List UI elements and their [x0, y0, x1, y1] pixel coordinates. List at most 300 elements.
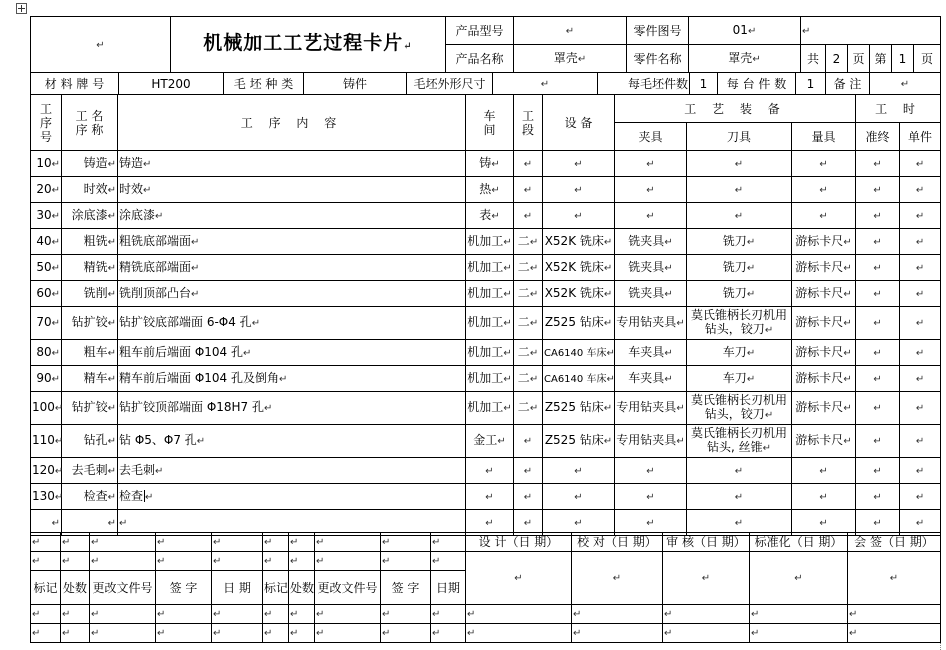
section-cell[interactable]	[514, 340, 543, 366]
paragraph-mark: ↵	[746, 236, 756, 248]
gauge-cell[interactable]	[792, 203, 856, 229]
unit-cell[interactable]	[900, 255, 941, 281]
prep-cell[interactable]	[856, 340, 900, 366]
fixture-cell[interactable]	[615, 484, 687, 510]
op-content-cell[interactable]	[118, 340, 466, 366]
op-name-cell[interactable]	[62, 484, 118, 510]
gauge-cell[interactable]	[792, 425, 856, 458]
paragraph-mark: ↵	[764, 325, 774, 336]
logo-cell[interactable]: ↵	[31, 17, 171, 73]
paragraph-mark: ↵	[155, 210, 164, 222]
blank-size-label: 毛坯外形尺寸	[407, 73, 493, 95]
op-content-cell[interactable]	[118, 425, 466, 458]
cutter-cell[interactable]	[687, 255, 792, 281]
op-no-cell[interactable]	[31, 366, 62, 392]
prep-cell[interactable]	[856, 281, 900, 307]
header-blank-field[interactable]: ↵	[801, 17, 941, 45]
equipment-cell[interactable]	[543, 340, 615, 366]
gauge-cell[interactable]	[792, 392, 856, 425]
paragraph-mark: ↵	[242, 347, 252, 359]
unit-cell[interactable]	[900, 203, 941, 229]
prep-cell[interactable]	[856, 307, 900, 340]
change-cell[interactable]: ↵	[90, 624, 156, 643]
fixture-cell[interactable]	[615, 307, 687, 340]
op-name-cell[interactable]	[62, 229, 118, 255]
paragraph-mark: ↵	[107, 491, 116, 503]
gauge-text: 游标卡尺	[795, 344, 844, 359]
paragraph-mark: ↵	[664, 262, 673, 274]
cutter-cell[interactable]	[687, 281, 792, 307]
gauge-cell[interactable]	[792, 307, 856, 340]
gauge-text: 游标卡尺	[795, 285, 844, 300]
cutter-cell[interactable]	[687, 229, 792, 255]
paragraph-mark: ↵	[278, 373, 288, 385]
change-cell[interactable]: ↵	[431, 533, 466, 552]
equipment-cell[interactable]	[543, 229, 615, 255]
equipment-cell[interactable]	[543, 366, 615, 392]
design-date-field[interactable]: ↵	[466, 552, 572, 605]
page-unit-2: 页	[914, 45, 941, 73]
paragraph-mark: ↵	[915, 465, 925, 477]
change-cell[interactable]: ↵	[263, 624, 289, 643]
gauge-cell[interactable]	[792, 458, 856, 484]
change-cell[interactable]: ↵	[61, 605, 90, 624]
unit-cell[interactable]	[900, 177, 941, 203]
change-cell[interactable]: ↵	[31, 605, 61, 624]
paragraph-mark: ↵	[51, 262, 60, 274]
section-cell[interactable]	[514, 203, 543, 229]
paragraph-mark: ↵	[915, 288, 925, 300]
mark-label: 标记	[31, 571, 61, 605]
per-blank-field[interactable]: 1	[690, 73, 718, 95]
review-date-field[interactable]: ↵	[663, 552, 750, 605]
col-header-fixture: 夹具	[615, 123, 687, 151]
change-cell[interactable]: ↵	[431, 552, 466, 571]
op-name-cell[interactable]	[62, 177, 118, 203]
paragraph-mark: ↵	[51, 210, 60, 222]
workshop-cell[interactable]	[466, 366, 514, 392]
signoff-cell[interactable]: ↵	[750, 624, 848, 643]
paragraph-mark: ↵	[676, 436, 685, 447]
paragraph-mark: ↵	[603, 262, 613, 274]
change-cell[interactable]: ↵	[212, 533, 263, 552]
prep-cell[interactable]	[856, 151, 900, 177]
gauge-text: 游标卡尺	[795, 259, 844, 274]
op-no-cell[interactable]	[31, 281, 62, 307]
fixture-cell[interactable]	[615, 281, 687, 307]
review-date-label: 审 核（日 期）	[663, 533, 750, 552]
op-name-text: 粗铣	[83, 233, 108, 248]
paragraph-mark: ↵	[843, 373, 852, 385]
paragraph-mark: ↵	[529, 288, 539, 300]
unit-cell[interactable]	[900, 307, 941, 340]
op-no-text: 50	[36, 259, 52, 274]
workshop-cell[interactable]	[466, 229, 514, 255]
workshop-cell[interactable]	[466, 177, 514, 203]
unit-cell[interactable]	[900, 340, 941, 366]
op-no-cell[interactable]	[31, 151, 62, 177]
cutter-cell[interactable]	[687, 484, 792, 510]
date-label: 日 期	[212, 571, 263, 605]
op-name-text: 去毛刺	[71, 462, 108, 477]
change-cell[interactable]: ↵	[212, 624, 263, 643]
signoff-cell[interactable]: ↵	[663, 624, 750, 643]
material-grade-field[interactable]: HT200	[119, 73, 224, 95]
paragraph-mark: ↵	[606, 347, 615, 359]
op-no-cell[interactable]	[31, 255, 62, 281]
cutter-cell[interactable]	[687, 340, 792, 366]
op-name-cell[interactable]	[62, 458, 118, 484]
op-name-cell[interactable]	[62, 340, 118, 366]
change-cell[interactable]: ↵	[31, 552, 61, 571]
signoff-cell[interactable]: ↵	[848, 624, 941, 643]
op-name-cell[interactable]	[62, 255, 118, 281]
product-model-label: 产品型号	[446, 17, 514, 45]
op-content-cell[interactable]	[118, 458, 466, 484]
fixture-cell[interactable]	[615, 366, 687, 392]
change-cell[interactable]: ↵	[263, 533, 289, 552]
workshop-cell[interactable]	[466, 151, 514, 177]
fixture-cell[interactable]	[615, 458, 687, 484]
change-cell[interactable]: ↵	[263, 552, 289, 571]
unit-cell[interactable]	[900, 366, 941, 392]
prep-cell[interactable]	[856, 366, 900, 392]
unit-cell[interactable]	[900, 484, 941, 510]
fixture-cell[interactable]	[615, 340, 687, 366]
paragraph-mark: ↵	[873, 318, 882, 329]
paragraph-mark: ↵	[873, 210, 882, 222]
cutter-cell[interactable]	[687, 307, 792, 340]
per-blank-label: 每毛坯件数	[598, 73, 690, 95]
paragraph-mark: ↵	[664, 236, 673, 248]
op-content-text: 涂底漆	[119, 207, 156, 222]
signoff-cell[interactable]: ↵	[572, 624, 663, 643]
op-content-cell[interactable]	[118, 151, 466, 177]
equipment-cell[interactable]	[543, 392, 615, 425]
blank-type-field[interactable]: 铸件	[304, 73, 407, 95]
change-cell[interactable]: ↵	[315, 552, 381, 571]
paragraph-mark: ↵	[915, 436, 925, 447]
workshop-text: 机加工	[467, 233, 504, 248]
op-content-cell[interactable]	[118, 203, 466, 229]
card-title[interactable]: 机械加工工艺过程卡片↵	[171, 17, 446, 73]
paragraph-mark: ↵	[664, 347, 673, 359]
paragraph-mark: ↵	[107, 184, 116, 196]
paragraph-mark: ↵	[491, 210, 500, 222]
change-cell[interactable]: ↵	[315, 624, 381, 643]
equipment-cell[interactable]	[543, 281, 615, 307]
signoff-cell[interactable]: ↵	[848, 605, 941, 624]
op-content-cell[interactable]	[118, 177, 466, 203]
change-cell[interactable]: ↵	[156, 624, 212, 643]
paragraph-mark: ↵	[746, 373, 756, 385]
product-name-field[interactable]: 罩壳↵	[514, 45, 627, 73]
count-label-2: 处数	[289, 571, 315, 605]
countersign-date-field[interactable]: ↵	[848, 552, 941, 605]
paragraph-mark: ↵	[819, 517, 828, 529]
proof-date-field[interactable]: ↵	[572, 552, 663, 605]
remarks-field[interactable]: ↵	[870, 73, 941, 95]
gauge-cell[interactable]	[792, 177, 856, 203]
op-content-cell[interactable]	[118, 255, 466, 281]
unit-cell[interactable]	[900, 229, 941, 255]
standard-date-label: 标准化（日 期）	[750, 533, 848, 552]
equipment-cell[interactable]	[543, 151, 615, 177]
total-pages-field[interactable]: 2	[826, 45, 848, 73]
change-cell[interactable]: ↵	[31, 533, 61, 552]
prep-cell[interactable]	[856, 484, 900, 510]
section-cell[interactable]	[514, 484, 543, 510]
fixture-cell[interactable]	[615, 151, 687, 177]
op-content-cell[interactable]	[118, 281, 466, 307]
section-text: 二	[517, 285, 530, 300]
paragraph-mark: ↵	[734, 465, 744, 477]
workshop-cell[interactable]	[466, 484, 514, 510]
blank-size-field[interactable]: ↵	[493, 73, 598, 95]
op-no-cell[interactable]	[31, 484, 62, 510]
paragraph-mark: ↵	[873, 236, 882, 248]
op-name-cell[interactable]	[62, 392, 118, 425]
fixture-cell[interactable]	[615, 203, 687, 229]
signoff-cell[interactable]: ↵	[572, 605, 663, 624]
section-cell[interactable]	[514, 425, 543, 458]
workshop-cell[interactable]	[466, 340, 514, 366]
op-name-cell[interactable]	[62, 151, 118, 177]
fixture-cell[interactable]	[615, 255, 687, 281]
paragraph-mark: ↵	[915, 347, 925, 359]
prep-cell[interactable]	[856, 229, 900, 255]
change-cell[interactable]: ↵	[381, 624, 431, 643]
workshop-text: 机加工	[467, 370, 504, 385]
paragraph-mark: ↵	[107, 210, 116, 222]
section-cell[interactable]	[514, 281, 543, 307]
op-no-cell[interactable]	[31, 340, 62, 366]
cutter-cell[interactable]	[687, 366, 792, 392]
workshop-cell[interactable]	[466, 307, 514, 340]
part-number-field[interactable]: 01↵	[689, 17, 801, 45]
change-cell[interactable]: ↵	[61, 552, 90, 571]
equipment-text: X52K 铣床	[544, 285, 604, 300]
op-no-text: 40	[36, 233, 52, 248]
op-content-cell[interactable]	[118, 392, 466, 425]
equipment-text: CA6140 车床	[544, 373, 607, 385]
product-model-field[interactable]: ↵	[514, 17, 627, 45]
change-cell[interactable]: ↵	[61, 533, 90, 552]
paragraph-mark: ↵	[523, 465, 533, 477]
paragraph-mark: ↵	[843, 347, 852, 359]
design-date-label: 设 计（日 期）	[466, 533, 572, 552]
op-content-cell[interactable]	[118, 229, 466, 255]
workshop-cell[interactable]	[466, 458, 514, 484]
op-no-cell[interactable]	[31, 307, 62, 340]
workshop-cell[interactable]	[466, 392, 514, 425]
change-cell[interactable]: ↵	[381, 552, 431, 571]
section-cell[interactable]	[514, 177, 543, 203]
op-no-cell[interactable]	[31, 425, 62, 458]
op-no-cell[interactable]	[31, 177, 62, 203]
section-cell[interactable]	[514, 307, 543, 340]
section-cell[interactable]	[514, 392, 543, 425]
equipment-cell[interactable]	[543, 307, 615, 340]
section-cell[interactable]	[514, 366, 543, 392]
workshop-cell[interactable]	[466, 425, 514, 458]
workshop-text: 机加工	[467, 344, 504, 359]
paragraph-mark: ↵	[646, 491, 655, 503]
unit-cell[interactable]	[900, 151, 941, 177]
equipment-cell[interactable]	[543, 458, 615, 484]
change-cell[interactable]: ↵	[431, 624, 466, 643]
signoff-cell[interactable]: ↵	[663, 605, 750, 624]
prep-cell[interactable]	[856, 203, 900, 229]
op-name-cell[interactable]	[62, 307, 118, 340]
change-cell[interactable]: ↵	[90, 605, 156, 624]
section-cell[interactable]	[514, 255, 543, 281]
col-header-cutter: 刀具	[687, 123, 792, 151]
op-name-cell[interactable]	[62, 425, 118, 458]
paragraph-mark: ↵	[485, 465, 494, 477]
unit-cell[interactable]	[900, 425, 941, 458]
gauge-cell[interactable]	[792, 366, 856, 392]
change-cell[interactable]: ↵	[289, 552, 315, 571]
paragraph-mark: ↵	[51, 158, 60, 170]
prep-cell[interactable]	[856, 177, 900, 203]
op-content-cell[interactable]	[118, 484, 466, 510]
gauge-cell[interactable]	[792, 340, 856, 366]
change-cell[interactable]: ↵	[61, 624, 90, 643]
change-cell[interactable]: ↵	[289, 605, 315, 624]
cutter-cell[interactable]	[687, 458, 792, 484]
change-cell[interactable]: ↵	[431, 605, 466, 624]
paragraph-mark: ↵	[873, 158, 882, 170]
change-cell[interactable]: ↵	[156, 552, 212, 571]
cutter-cell[interactable]	[687, 203, 792, 229]
cutter-cell[interactable]	[687, 177, 792, 203]
section-cell[interactable]	[514, 151, 543, 177]
paragraph-mark: ↵	[503, 236, 512, 248]
op-name-cell[interactable]	[62, 366, 118, 392]
op-name-text: 精车	[83, 370, 108, 385]
paragraph-mark: ↵	[491, 184, 500, 196]
equipment-cell[interactable]	[543, 484, 615, 510]
paragraph-mark: ↵	[915, 373, 925, 385]
fixture-cell[interactable]	[615, 392, 687, 425]
change-cell[interactable]: ↵	[315, 533, 381, 552]
cutter-cell[interactable]	[687, 151, 792, 177]
paragraph-mark: ↵	[764, 410, 774, 421]
workshop-cell[interactable]	[466, 255, 514, 281]
change-cell[interactable]: ↵	[156, 533, 212, 552]
total-label: 共	[801, 45, 826, 73]
change-cell[interactable]: ↵	[289, 624, 315, 643]
cutter-cell[interactable]	[687, 425, 792, 458]
unit-cell[interactable]	[900, 458, 941, 484]
table-move-handle-icon[interactable]	[16, 3, 27, 14]
paragraph-mark: ↵	[503, 347, 512, 359]
paragraph-mark: ↵	[107, 465, 116, 477]
paragraph-mark: ↵	[819, 465, 828, 477]
paragraph-mark: ↵	[873, 288, 882, 300]
fixture-cell[interactable]	[615, 425, 687, 458]
op-no-cell[interactable]	[31, 458, 62, 484]
change-cell[interactable]: ↵	[90, 533, 156, 552]
change-cell[interactable]: ↵	[90, 552, 156, 571]
change-cell[interactable]: ↵	[31, 624, 61, 643]
part-name-field[interactable]: 罩壳↵	[689, 45, 801, 73]
col-header-tooling: 工 艺 装 备	[615, 95, 856, 123]
op-no-cell[interactable]	[31, 392, 62, 425]
change-cell[interactable]: ↵	[381, 533, 431, 552]
op-no-cell[interactable]	[31, 203, 62, 229]
prep-cell[interactable]	[856, 392, 900, 425]
signoff-cell[interactable]: ↵	[750, 605, 848, 624]
signoff-cell[interactable]: ↵	[466, 624, 572, 643]
paragraph-mark: ↵	[54, 436, 64, 447]
change-cell[interactable]: ↵	[381, 605, 431, 624]
paragraph-mark: ↵	[54, 403, 64, 414]
workshop-cell[interactable]	[466, 281, 514, 307]
col-header-prep: 准终	[856, 123, 900, 151]
change-cell[interactable]: ↵	[156, 605, 212, 624]
page-label: 第	[870, 45, 892, 73]
gauge-cell[interactable]	[792, 151, 856, 177]
signoff-cell[interactable]: ↵	[466, 605, 572, 624]
change-cell[interactable]: ↵	[212, 605, 263, 624]
gauge-cell[interactable]	[792, 229, 856, 255]
workshop-cell[interactable]	[466, 203, 514, 229]
workshop-text: 铸	[479, 155, 492, 170]
prep-cell[interactable]	[856, 425, 900, 458]
prep-cell[interactable]	[856, 458, 900, 484]
equipment-cell[interactable]	[543, 203, 615, 229]
equipment-cell[interactable]	[543, 425, 615, 458]
cutter-text: 铣刀	[722, 285, 747, 300]
equipment-cell[interactable]	[543, 177, 615, 203]
prep-cell[interactable]	[856, 255, 900, 281]
gauge-cell[interactable]	[792, 255, 856, 281]
per-unit-field[interactable]: 1	[796, 73, 826, 95]
process-row	[31, 484, 941, 510]
paragraph-mark: ↵	[529, 262, 539, 274]
change-cell[interactable]: ↵	[289, 533, 315, 552]
change-cell[interactable]: ↵	[263, 605, 289, 624]
standard-date-field[interactable]: ↵	[750, 552, 848, 605]
paragraph-mark: ↵	[51, 517, 60, 529]
change-cell[interactable]: ↵	[315, 605, 381, 624]
op-name-cell[interactable]	[62, 203, 118, 229]
op-name-cell[interactable]	[62, 281, 118, 307]
gauge-cell[interactable]	[792, 484, 856, 510]
op-name-text: 精铣	[83, 259, 108, 274]
page-no-field[interactable]: 1	[892, 45, 914, 73]
change-cell[interactable]: ↵	[212, 552, 263, 571]
fixture-cell[interactable]	[615, 177, 687, 203]
fixture-cell[interactable]	[615, 229, 687, 255]
section-cell[interactable]	[514, 458, 543, 484]
unit-cell[interactable]	[900, 281, 941, 307]
col-header-op-name: 工 名 序 称	[62, 95, 118, 151]
op-content-cell[interactable]	[118, 366, 466, 392]
gauge-cell[interactable]	[792, 281, 856, 307]
paragraph-mark: ↵	[843, 288, 852, 300]
paragraph-mark: ↵	[107, 347, 116, 359]
op-no-cell[interactable]	[31, 229, 62, 255]
op-content-cell[interactable]	[118, 307, 466, 340]
cutter-cell[interactable]	[687, 392, 792, 425]
paragraph-mark: ↵	[143, 158, 152, 170]
equipment-cell[interactable]	[543, 255, 615, 281]
unit-cell[interactable]	[900, 392, 941, 425]
section-cell[interactable]	[514, 229, 543, 255]
